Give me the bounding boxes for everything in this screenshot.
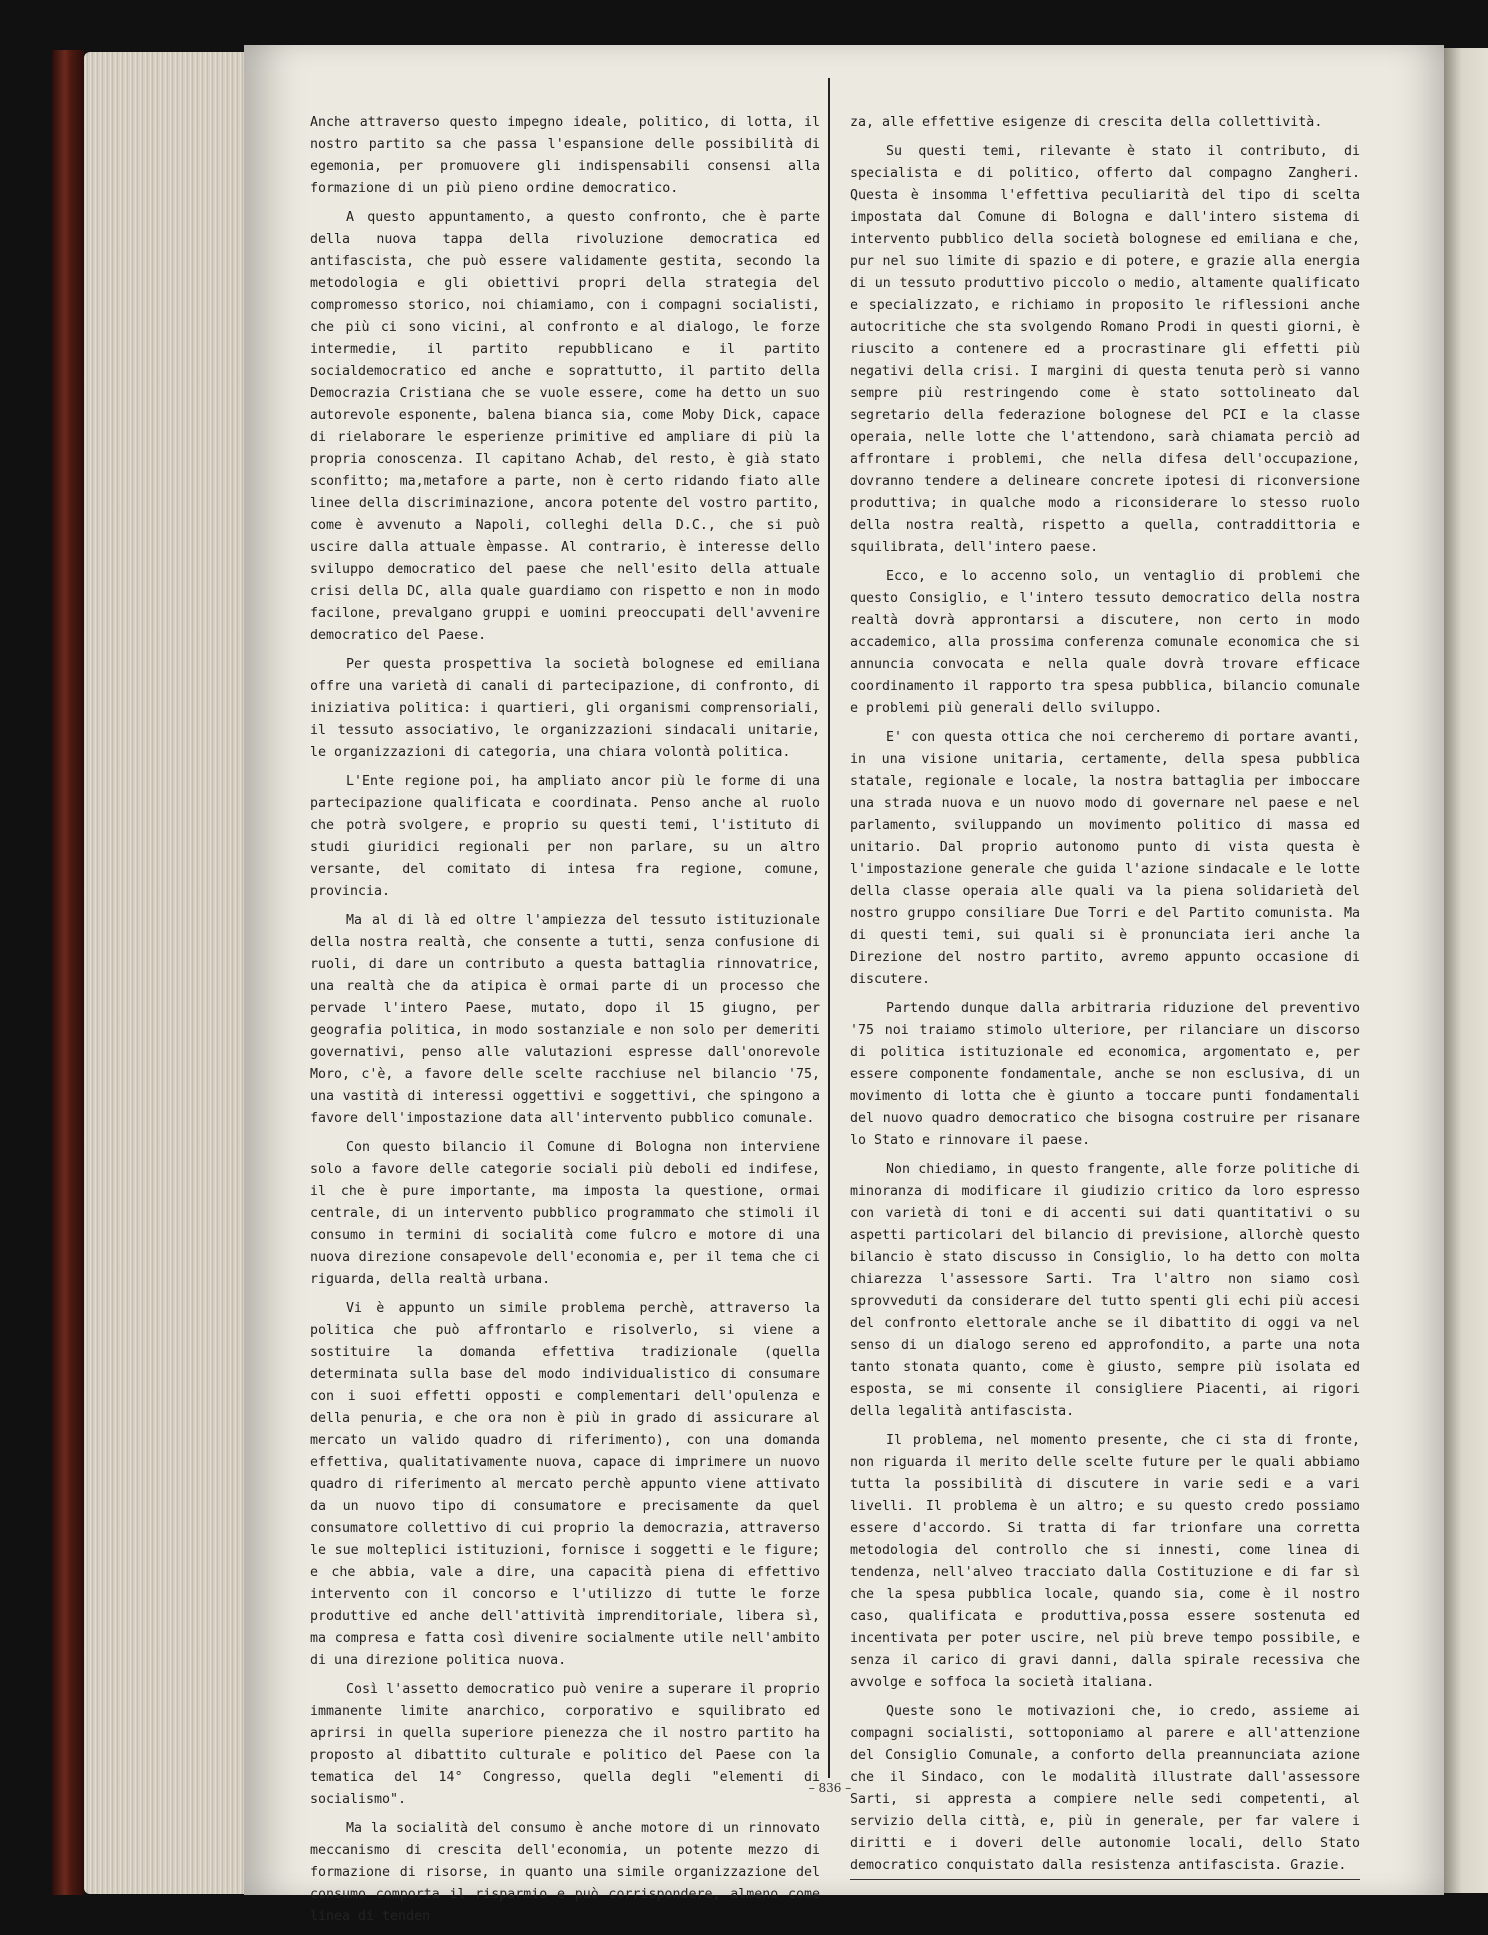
paragraph: Non chiediamo, in questo frangente, alle forze politiche di minoranza di modificare il giudizio critico da loro espresso con varietà di toni e di accenti sui dati quantitativi o su aspetti particolari del bilancio di previsione, allorchè questo bilancio è stato discusso in Consiglio, lo ha detto con molta chiarezza l'assessore Sarti. Tra l'altro non siamo così sprovveduti da considerare del tutto spenti gli echi più accesi del confronto elettorale anche se il dibattito di oggi va nel senso di un dialogo sereno ed approfondito, a parte una nota tanto stonata quanto, come è giusto, sempre più isolata ed esposta, se mi consente il consigliere Piacenti, ai rigori della legalità antifascista. <box>850 1162 1360 1419</box>
book-spine <box>52 50 84 1895</box>
column-divider <box>828 78 830 1778</box>
paragraph: Queste sono le motivazioni che, io credo, assieme ai compagni socialisti, sottoponiamo al parere e all'attenzione del Consiglio Comunale, a conforto della preannunciata azione che il Sindaco, con le modalità illustrate dall'assessore Sarti, si appresta a compiere nelle sedi competenti, al servizio della città, e, più in generale, per far valere i diritti e i doveri delle autonomie locali, dello Stato democratico conquistato dalla resistenza antifascista. Grazie. <box>850 1701 1360 1880</box>
paragraph: Ma al di là ed oltre l'ampiezza del tessuto istituzionale della nostra realtà, che consente a tutti, senza confusione di ruoli, di dare un contributo a questa battaglia rinnovatrice, una realtà che da atipica è ormai parte di un processo che pervade l'intero Paese, mutato, dopo il 15 giugno, per geografia politica, in modo sostanziale e non solo per demeriti governativi, penso alle valutazioni espresse dall'onorevole Moro, c'è, a favore delle scelte racchiuse nel bilancio '75, una vastità di interessi oggettivi e soggettivi, che spingono a favore dell'impostazione data all'intervento pubblico comunale. <box>310 913 820 1126</box>
next-page-edge <box>1444 48 1488 1893</box>
paragraph: Anche attraverso questo impegno ideale, politico, di lotta, il nostro partito sa che passa l'espansione delle possibilità di egemonia, per promuovere gli indispensabili consensi alla formazione di un più pieno ordine democratico. <box>310 115 820 196</box>
page-number: – 836 – <box>808 1781 852 1795</box>
right-column <box>850 112 1360 1887</box>
paragraph: Su questi temi, rilevante è stato il contributo, di specialista e di politico, offerto dal compagno Zangheri. Questa è insomma l'effettiva peculiarità del tipo di scelta impostata dal Comune di Bologna e dall'intero sistema di intervento pubblico della società bolognese ed emiliana e che, pur nel suo limite di spazio e di potere, e grazie alla energia di un tessuto produttivo piccolo o medio, altamente qualificato e specializzato, e richiamo in proposito le riflessioni anche autocritiche che sta svolgendo Romano Prodi in questi giorni, è riuscito a contenere ed a procrastinare gli effetti più negativi della crisi. I margini di questa tenuta però si vanno sempre più restringendo come è stato sottolineato dal segretario della federazione bolognese del PCI e la classe operaia, nelle lotte che l'attendono, sarà chiamata perciò ad affrontare i problemi, che nella difesa dell'occupazione, dovranno tendere a delineare concrete ipotesi di riconversione produttiva; in qualche modo a riconsiderare lo stesso ruolo della nostra realtà, rispetto a quella, contraddittoria e squilibrata, dell'intero paese. <box>850 144 1360 555</box>
paragraph: za, alle effettive esigenze di crescita della collettività. <box>850 115 1323 130</box>
paragraph: Il problema, nel momento presente, che ci sta di fronte, non riguarda il merito delle scelte future per le quali abbiamo tutta la possibilità di discutere in varie sedi e a vari livelli. Il problema è un altro; e su questo credo possiamo essere d'accordo. Si tratta di far trionfare una corretta metodologia del controllo che si innesti, come linea di tendenza, nell'alveo tracciato dalla Costituzione e di far sì che la spesa pubblica locale, quando sia, come è il nostro caso, qualificata e produttiva,possa essere sostenuta ed incentivata per poter uscire, nel più breve tempo possibile, e senza il carico di gravi danni, dalla spirale recessiva che avvolge e soffoca la società italiana. <box>850 1433 1360 1690</box>
paragraph: Partendo dunque dalla arbitraria riduzione del preventivo '75 noi traiamo stimolo ulteriore, per rilanciare un discorso di politica istituzionale ed economica, argomentato e, per essere componente fondamentale, anche se non esclusiva, di un movimento di lotta che è giunto a toccare punti fondamentali del nuovo quadro democratico che bisogna costruire per risanare lo Stato e rinnovare il paese. <box>850 1001 1360 1148</box>
paragraph: Ma la socialità del consumo è anche motore di un rinnovato meccanismo di crescita dell'economia, un potente mezzo di formazione di risorse, in quanto una simile organizzazione del consumo comporta il risparmio e può corrispondere, almeno come linea di tenden <box>310 1821 820 1924</box>
left-column <box>310 112 820 1935</box>
paragraph: Con questo bilancio il Comune di Bologna non interviene solo a favore delle categorie sociali più deboli ed indifese, il che è pure importante, ma imposta la questione, ormai centrale, di un intervento pubblico programmato che stimoli il consumo in termini di socialità come fulcro e motore di una nuova direzione consapevole dell'economia e, per il tema che ci riguarda, della realtà urbana. <box>310 1140 820 1287</box>
paragraph: Vi è appunto un simile problema perchè, attraverso la politica che può affrontarlo e risolverlo, si viene a sostituire la domanda effettiva tradizionale (quella determinata sulla base del modo individualistico di consumare con i suoi effetti opposti e complementari dell'opulenza e della penuria, e che ora non è più in grado di assicurare al mercato un valido quadro di riferimento), con una domanda effettiva, qualitativamente nuova, capace di imprimere un nuovo quadro di riferimento al mercato perchè appunto viene attivato da un nuovo tipo di consumatore e precisamente da quel consumatore collettivo di cui proprio la democrazia, attraverso le sue molteplici istituzioni, fornisce i soggetti e le figure; e che abbia, vale a dire, una capacità piena di effettivo intervento con il concorso e l'utilizzo di tutte le forze produttive ed anche dell'attività imprenditoriale, libera sì, ma compresa e fatta così divenire socialmente utile nell'ambito di una direzione politica nuova. <box>310 1301 820 1668</box>
paragraph: Così l'assetto democratico può venire a superare il proprio immanente limite anarchico, corporativo e squilibrato ed aprirsi in quella superiore pienezza che il nostro partito ha proposto al dibattito culturale e politico del Paese con la tematica del 14° Congresso, quella degli "elementi di socialismo". <box>310 1682 820 1807</box>
paragraph: L'Ente regione poi, ha ampliato ancor più le forme di una partecipazione qualificata e coordinata. Penso anche al ruolo che potrà svolgere, e proprio su questi temi, l'istituto di studi giuridici regionali per non parlare, su un altro versante, del comitato di intesa fra regione, comune, provincia. <box>310 774 820 899</box>
paragraph: Per questa prospettiva la società bolognese ed emiliana offre una varietà di canali di partecipazione, di confronto, di iniziativa politica: i quartieri, gli organismi comprensoriali, il tessuto associativo, le organizzazioni sindacali unitarie, le organizzazioni di categoria, una chiara volontà politica. <box>310 657 820 760</box>
paragraph: E' con questa ottica che noi cercheremo di portare avanti, in una visione unitaria, certamente, della spesa pubblica statale, regionale e locale, la nostra battaglia per imboccare una strada nuova e un nuovo modo di governare nel paese e nel parlamento, sviluppando un movimento politico di massa ed unitario. Dal proprio autonomo punto di vista questa è l'impostazione generale che guida l'azione sindacale e le lotte della classe operaia alle quali va la piena solidarietà del nostro gruppo consiliare Due Torri e del Partito comunista. Ma di questi temi, sui quali si è pronunciata ieri anche la Direzione del nostro partito, avremo appunto occasione di discutere. <box>850 730 1360 987</box>
paragraph: A questo appuntamento, a questo confronto, che è parte della nuova tappa della rivoluzione democratica ed antifascista, che può essere validamente gestita, secondo la metodologia e gli obiettivi propri della strategia del compromesso storico, noi chiamiamo, con i compagni socialisti, che più ci sono vicini, al confronto e al dialogo, le forze intermedie, il partito repubblicano e il partito socialdemocratico ed anche e soprattutto, il partito della Democrazia Cristiana che se vuole essere, come ha detto un suo autorevole esponente, balena bianca sia, come Moby Dick, capace di rielaborare le esperienze primitive ed ampliare di più la propria conoscenza. Il capitano Achab, del resto, è già stato sconfitto; ma,metafore a parte, non è certo ridando fiato alle linee della discriminazione, ancora potente del vostro partito, come è avvenuto a Napoli, colleghi della D.C., che si può uscire dalla attuale èmpasse. Al contrario, è interesse dello sviluppo democratico del paese che nell'esito della attuale crisi della DC, alla quale guardiamo con rispetto e non in modo facilone, prevalgano gruppi e uomini preoccupati dell'avvenire democratico del Paese. <box>310 210 820 643</box>
paragraph: Ecco, e lo accenno solo, un ventaglio di problemi che questo Consiglio, e l'intero tessuto democratico della nostra realtà dovrà approntarsi a discutere, non certo in modo accademico, alla prossima conferenza comunale economica che si annuncia convocata e nella quale dovrà trovare efficace coordinamento il rapporto tra spesa pubblica, bilancio comunale e problemi più generali dello sviluppo. <box>850 569 1360 716</box>
page-edges <box>84 52 244 1894</box>
